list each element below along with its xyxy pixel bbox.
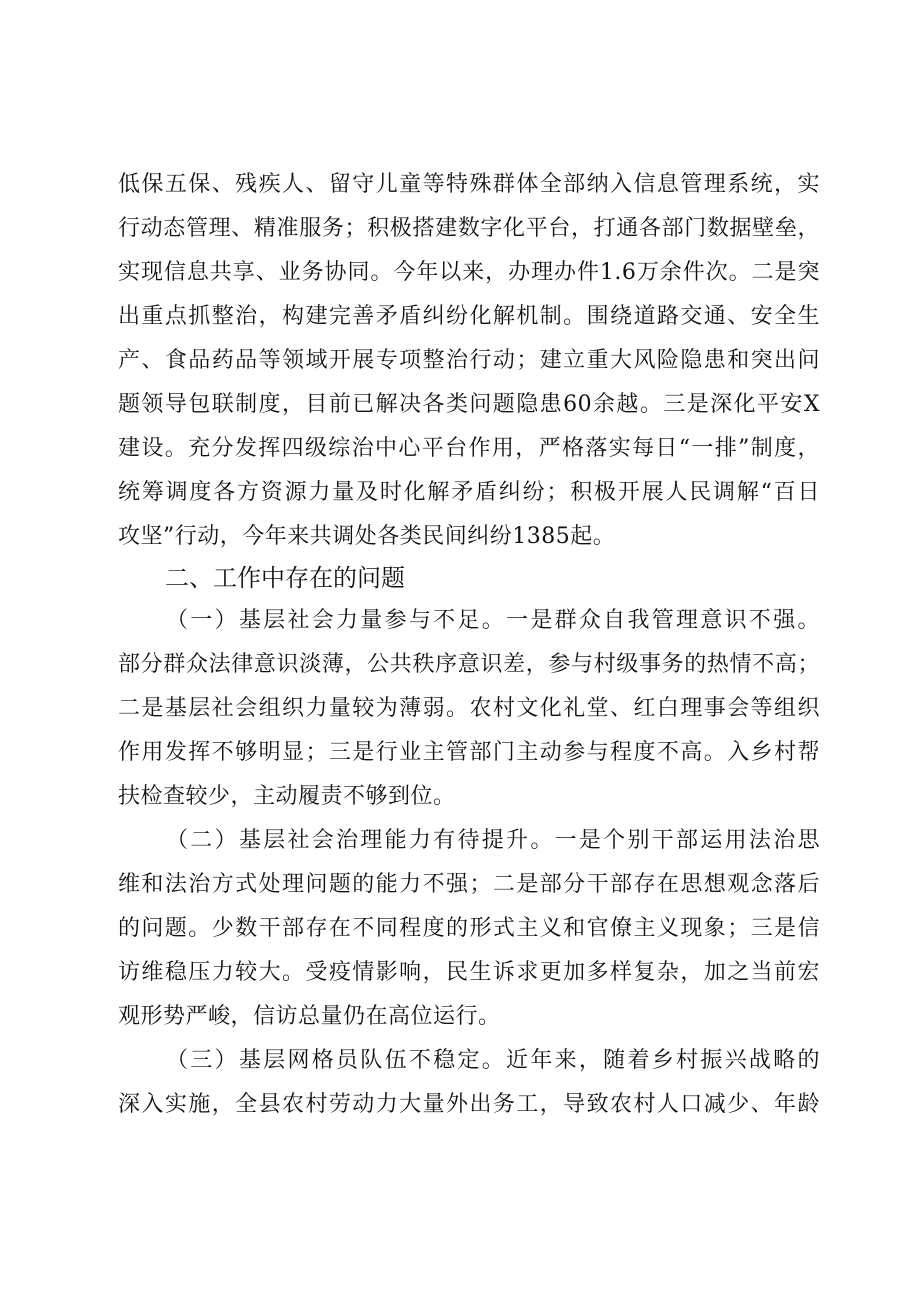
text-line: 部分群众法律意识淡薄，公共秩序意识差，参与村级事务的热情不高； xyxy=(118,652,820,677)
text-line: 出重点抓整治，构建完善矛盾纠纷化解机制。围绕道路交通、安全生 xyxy=(118,304,820,329)
text-line: 题领导包联制度，目前已解决各类问题隐患60余越。三是深化平安X xyxy=(118,392,820,417)
text-line: 产、食品药品等领域开展专项整治行动；建立重大风险隐患和突出问 xyxy=(118,348,820,373)
text-line: 观形势严峻，信访总量仍在高位运行。 xyxy=(118,1004,501,1029)
text-line: 实现信息共享、业务协同。今年以来，办理办件1.6万余件次。二是突 xyxy=(118,260,820,285)
text-line: 的问题。少数干部存在不同程度的形式主义和官僚主义现象；三是信 xyxy=(118,916,820,941)
text-line: 扶检查较少，主动履责不够到位。 xyxy=(118,784,456,809)
text-line: 统筹调度各方资源力量及时化解矛盾纠纷；积极开展人民调解“百日 xyxy=(118,480,820,505)
text-line: （三）基层网格员队伍不稳定。近年来，随着乡村振兴战略的 xyxy=(166,1048,820,1073)
text-line: 建设。充分发挥四级综治中心平台作用，严格落实每日“一排”制度， xyxy=(118,436,820,461)
text-line: 低保五保、残疾人、留守儿童等特殊群体全部纳入信息管理系统，实 xyxy=(118,172,820,197)
text-line: 行动态管理、精准服务；积极搭建数字化平台，打通各部门数据壁垒， xyxy=(118,216,820,241)
text-line: 作用发挥不够明显；三是行业主管部门主动参与程度不高。入乡村帮 xyxy=(118,740,820,765)
text-line: 访维稳压力较大。受疫情影响，民生诉求更加多样复杂，加之当前宏 xyxy=(118,960,820,985)
text-line: （二）基层社会治理能力有待提升。一是个别干部运用法治思 xyxy=(166,828,820,853)
text-line: 维和法治方式处理问题的能力不强；二是部分干部存在思想观念落后 xyxy=(118,872,820,897)
text-line: 二是基层社会组织力量较为薄弱。农村文化礼堂、红白理事会等组织 xyxy=(118,696,820,721)
text-line: 深入实施，全县农村劳动力大量外出务工，导致农村人口减少、年龄 xyxy=(118,1092,820,1117)
section-heading: 二、工作中存在的问题 xyxy=(165,564,405,592)
text-line: （一）基层社会力量参与不足。一是群众自我管理意识不强。 xyxy=(166,608,820,633)
text-line: 攻坚”行动，今年来共调处各类民间纠纷1385起。 xyxy=(118,524,616,549)
